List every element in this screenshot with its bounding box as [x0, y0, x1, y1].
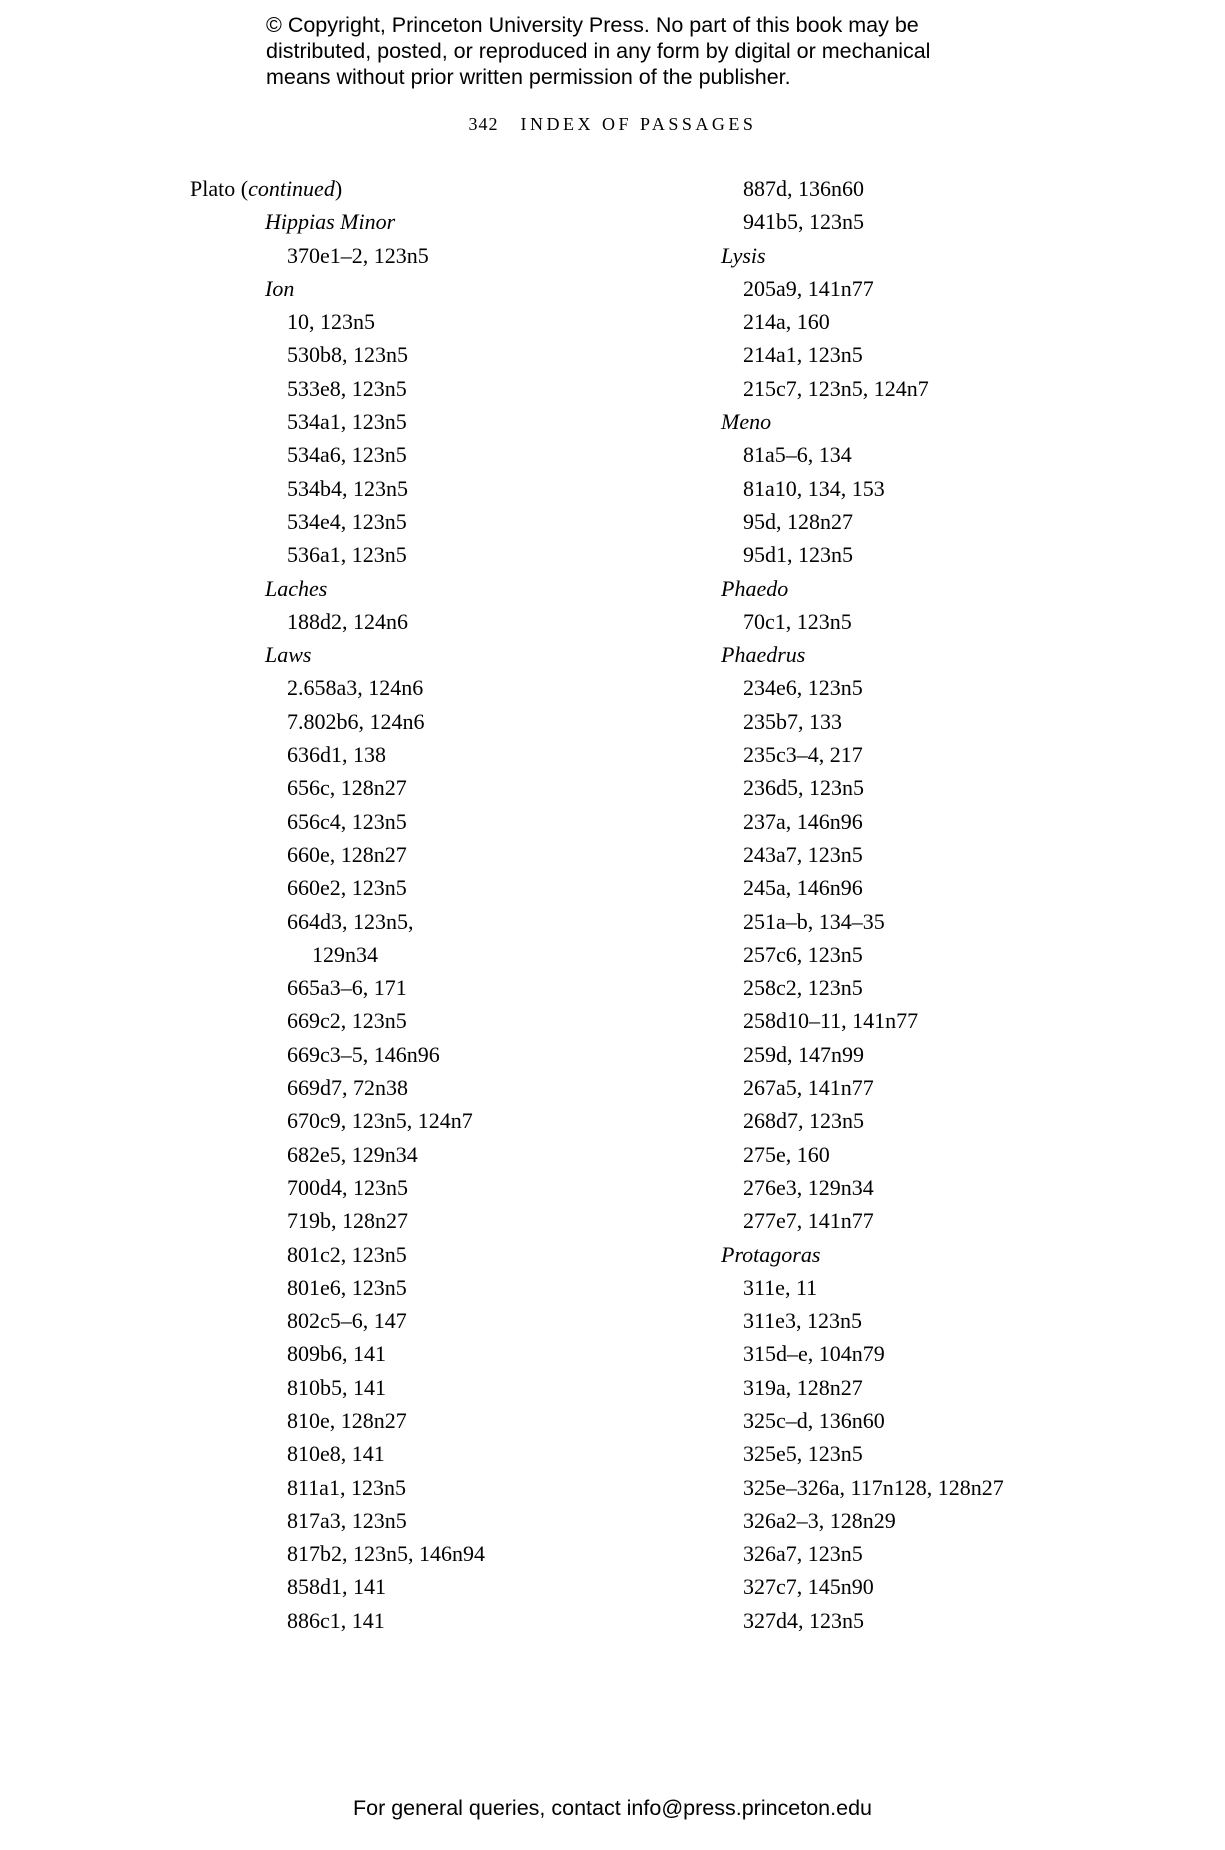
index-entry: 234e6, 123n5 — [743, 675, 863, 701]
index-entry: 682e5, 129n34 — [287, 1141, 418, 1167]
index-entry: 251a–b, 134–35 — [743, 908, 885, 934]
index-entry: 534a1, 123n5 — [287, 409, 407, 435]
index-entry: 370e1–2, 123n5 — [287, 242, 429, 268]
index-entry: 325e5, 123n5 — [743, 1441, 863, 1467]
index-entry: 276e3, 129n34 — [743, 1174, 874, 1200]
index-entry: 243a7, 123n5 — [743, 841, 863, 867]
index-column-right — [721, 172, 1004, 1637]
index-entry: 315d–e, 104n79 — [743, 1341, 885, 1367]
index-entry: 887d, 136n60 — [743, 176, 864, 201]
index-entry: 2.658a3, 124n6 — [287, 675, 424, 701]
copyright-line: © Copyright, Princeton University Press. No part of this book may be — [266, 13, 919, 37]
index-entry: 810e8, 141 — [287, 1441, 385, 1467]
copyright-line: means without prior written permission of the publisher. — [266, 65, 791, 89]
author-suffix-open: ( — [235, 176, 249, 201]
index-entry: 670c9, 123n5, 124n7 — [287, 1108, 473, 1134]
index-entry: 319a, 128n27 — [743, 1374, 863, 1400]
index-entry: 326a7, 123n5 — [743, 1541, 863, 1567]
index-entry: 235c3–4, 217 — [743, 742, 863, 768]
index-entry: 664d3, 123n5, — [287, 908, 414, 934]
work-title-ion: Ion — [265, 275, 295, 301]
work-title-lysis: Lysis — [721, 242, 766, 268]
index-entry: 325e–326a, 117n128, 128n27 — [743, 1474, 1004, 1500]
author-suffix-close: ) — [334, 176, 343, 201]
index-entry: 700d4, 123n5 — [287, 1174, 408, 1200]
index-entry: 214a, 160 — [743, 309, 830, 335]
index-entry: 811a1, 123n5 — [287, 1474, 406, 1500]
index-entry: 534e4, 123n5 — [287, 508, 407, 534]
index-entry: 205a9, 141n77 — [743, 275, 874, 301]
index-entry: 237a, 146n96 — [743, 808, 863, 834]
index-entry: 660e2, 123n5 — [287, 875, 407, 901]
page-number: 342 — [468, 114, 499, 134]
index-entry: 886c1, 141 — [287, 1607, 385, 1633]
index-entry: 802c5–6, 147 — [287, 1308, 407, 1334]
index-entry: 669c3–5, 146n96 — [287, 1041, 440, 1067]
author-suffix-continued: continued — [248, 176, 335, 201]
index-entry: 95d1, 123n5 — [743, 542, 853, 568]
index-entry: 810e, 128n27 — [287, 1407, 407, 1433]
index-entry: 326a2–3, 128n29 — [743, 1507, 896, 1533]
work-title-laws: Laws — [265, 642, 312, 668]
index-entry: 327c7, 145n90 — [743, 1574, 874, 1600]
author-name: Plato — [190, 176, 236, 201]
index-entry: 70c1, 123n5 — [743, 608, 852, 634]
index-entry: 245a, 146n96 — [743, 875, 863, 901]
index-entry: 636d1, 138 — [287, 742, 386, 768]
index-entry: 534a6, 123n5 — [287, 442, 407, 468]
index-entry: 10, 123n5 — [287, 309, 375, 335]
index-entry: 236d5, 123n5 — [743, 775, 864, 801]
copyright-line: distributed, posted, or reproduced in any form by digital or mechanical — [266, 39, 931, 63]
index-author-heading — [190, 172, 485, 205]
index-entry: 277e7, 141n77 — [743, 1208, 874, 1234]
index-entry: 669d7, 72n38 — [287, 1075, 408, 1101]
index-entry: 858d1, 141 — [287, 1574, 386, 1600]
index-entry: 817b2, 123n5, 146n94 — [287, 1541, 485, 1567]
index-entry: 669c2, 123n5 — [287, 1008, 407, 1034]
work-title-meno: Meno — [721, 409, 772, 435]
work-title-phaedo: Phaedo — [721, 575, 789, 601]
index-entry: 188d2, 124n6 — [287, 608, 408, 634]
index-entry: 817a3, 123n5 — [287, 1507, 407, 1533]
index-entry: 325c–d, 136n60 — [743, 1407, 885, 1433]
index-entry: 801c2, 123n5 — [287, 1241, 407, 1267]
index-entry: 809b6, 141 — [287, 1341, 386, 1367]
index-entry: 536a1, 123n5 — [287, 542, 407, 568]
index-entry: 665a3–6, 171 — [287, 975, 407, 1001]
index-entry: 81a5–6, 134 — [743, 442, 852, 468]
index-entry: 533e8, 123n5 — [287, 375, 407, 401]
index-entry: 660e, 128n27 — [287, 841, 407, 867]
index-entry: 311e, 11 — [743, 1274, 818, 1300]
index-entry: 275e, 160 — [743, 1141, 830, 1167]
copyright-notice — [266, 12, 986, 90]
work-title-hippias-minor: Hippias Minor — [265, 209, 396, 235]
index-entry: 215c7, 123n5, 124n7 — [743, 375, 929, 401]
index-entry: 235b7, 133 — [743, 708, 842, 734]
index-entry: 810b5, 141 — [287, 1374, 386, 1400]
index-entry-continuation: 129n34 — [312, 941, 378, 967]
footer-contact: For general queries, contact info@press.princeton.edu — [352, 1796, 872, 1820]
index-entry: 268d7, 123n5 — [743, 1108, 864, 1134]
index-entry: 258d10–11, 141n77 — [743, 1008, 919, 1034]
work-title-phaedrus: Phaedrus — [721, 642, 806, 668]
running-head-title: INDEX OF PASSAGES — [520, 114, 757, 134]
index-entry: 941b5, 123n5 — [743, 209, 864, 235]
index-entry: 719b, 128n27 — [287, 1208, 408, 1234]
index-entry: 258c2, 123n5 — [743, 975, 863, 1001]
work-title-protagoras: Protagoras — [721, 1241, 821, 1267]
index-entry: 656c, 128n27 — [287, 775, 407, 801]
index-entry: 214a1, 123n5 — [743, 342, 863, 368]
index-entry: 801e6, 123n5 — [287, 1274, 407, 1300]
index-entry: 267a5, 141n77 — [743, 1075, 874, 1101]
index-entry: 7.802b6, 124n6 — [287, 708, 425, 734]
index-entry: 534b4, 123n5 — [287, 475, 408, 501]
running-head — [0, 114, 1225, 135]
index-entry: 656c4, 123n5 — [287, 808, 407, 834]
index-column-left — [190, 172, 485, 1637]
index-entry: 257c6, 123n5 — [743, 941, 863, 967]
work-title-laches: Laches — [265, 575, 328, 601]
index-entry: 95d, 128n27 — [743, 508, 853, 534]
index-entry: 530b8, 123n5 — [287, 342, 408, 368]
index-entry: 311e3, 123n5 — [743, 1308, 862, 1334]
index-entry: 259d, 147n99 — [743, 1041, 864, 1067]
index-entry: 81a10, 134, 153 — [743, 475, 885, 501]
index-entry: 327d4, 123n5 — [743, 1607, 864, 1633]
